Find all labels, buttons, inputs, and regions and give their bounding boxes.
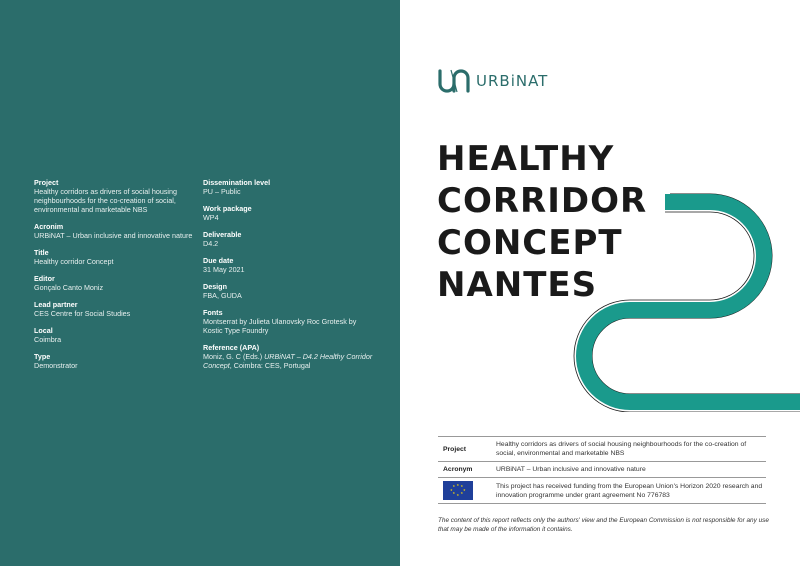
field-label: Acronim [34,222,64,231]
reference-publisher: , Coimbra: CES, Portugal [229,361,311,370]
field-value: Montserrat by Julieta Ulanovsky Roc Grotesk by Kostic Type Foundry [203,317,357,335]
field-editor [34,274,199,292]
field-label: Fonts [203,308,223,317]
field-due-date [203,256,373,274]
reference-authors: Moniz, G. C (Eds.) [203,352,265,361]
table-row [438,478,766,504]
field-work-package [203,204,373,222]
title-line: CONCEPT [437,223,623,263]
field-value: Gonçalo Canto Moniz [34,283,104,292]
funding-statement: This project has received funding from the European Union's Horizon 2020 research and innovation programme under grant agreement No 776783 [496,482,763,499]
urbinat-logo [437,68,548,94]
field-fonts [203,308,373,335]
field-value: WP4 [203,213,219,222]
field-label: Work package [203,204,252,213]
field-deliverable [203,230,373,248]
table-row [438,462,766,478]
info-value: URBiNAT – Urban inclusive and innovative nature [496,466,646,473]
table-row [438,437,766,462]
field-type [34,352,199,370]
field-local [34,326,199,344]
field-label: Dissemination level [203,178,271,187]
field-value: CES Centre for Social Studies [34,309,131,318]
field-label: Due date [203,256,234,265]
field-label: Deliverable [203,230,242,239]
field-label: Editor [34,274,55,283]
field-value: FBA, GUDA [203,291,242,300]
disclaimer: The content of this report reflects only the authors' view and the European Commission is not responsible for any use that may be made of the information it contains. [438,517,769,533]
field-label: Reference (APA) [203,343,260,352]
title-line: NANTES [437,265,598,305]
corridor-wave-graphic [560,186,800,412]
eu-flag-icon: ★ ★ ★ ★ ★ ★ ★ ★ [443,481,473,500]
reference-title: URBiNAT – D4.2 Healthy Corridor Concept [203,352,373,370]
field-value [203,352,373,370]
info-value: Healthy corridors as drivers of social housing neighbourhoods for the co-creation of social, environmental and marketable NBS [496,441,747,457]
urbinat-logo-word: URBiNAT [476,72,549,90]
field-label: Title [34,248,49,257]
field-value: URBiNAT – Urban inclusive and innovative nature [34,231,193,240]
field-label: Design [203,282,227,291]
field-project [34,178,199,214]
field-title [34,248,199,266]
field-value: 31 May 2021 [203,265,245,274]
info-key: Acronym [443,466,473,473]
field-label: Project [34,178,59,187]
field-label: Lead partner [34,300,78,309]
title-line: CORRIDOR [437,181,648,221]
field-lead-partner [34,300,199,318]
metadata-column-2 [203,178,373,378]
field-reference [203,343,373,370]
field-value: Healthy corridor Concept [34,257,114,266]
field-value: PU – Public [203,187,241,196]
project-info-table [438,436,766,504]
field-value: Healthy corridors as drivers of social housing neighbourhoods for the co-creation of social, environmental and marketable NBS [34,187,178,214]
field-dissemination [203,178,373,196]
field-value: D4.2 [203,239,219,248]
title-line: HEALTHY [437,139,615,179]
field-value: Demonstrator [34,361,78,370]
field-label: Type [34,352,51,361]
field-value: Coimbra [34,335,62,344]
field-design [203,282,373,300]
info-key: Project [443,445,467,453]
field-label: Local [34,326,53,335]
metadata-column-1 [34,178,199,378]
field-acronim [34,222,199,240]
urbinat-logo-mark-icon [437,68,471,94]
